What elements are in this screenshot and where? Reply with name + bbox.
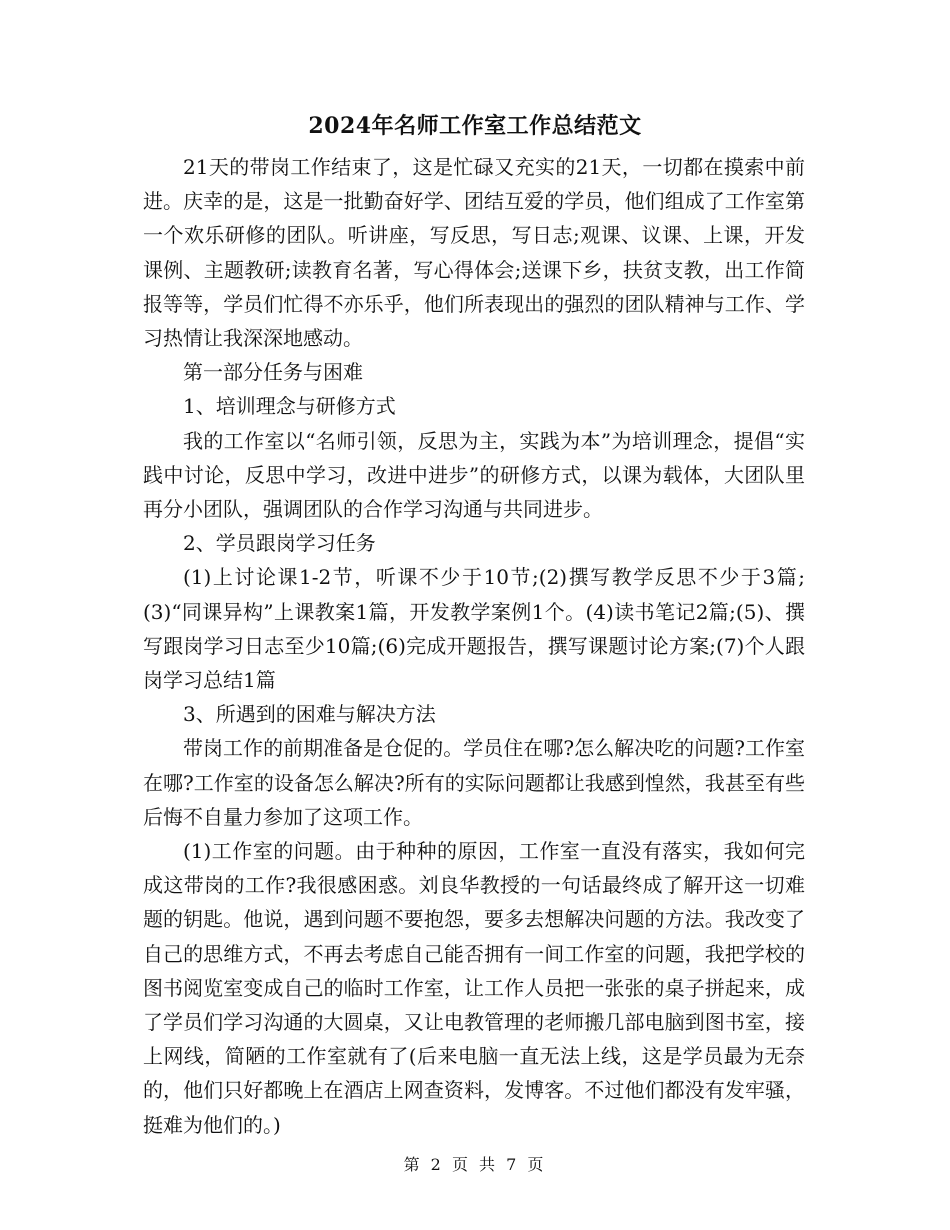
- subheading-learning-tasks: 2、学员跟岗学习任务: [183, 531, 376, 556]
- paragraph-training-concept: 我的工作室以“名师引领，反思为主，实践为本”为培训理念，提倡“实践中讨论，反思中学习，改进中进步”的研修方式，以课为载体，大团队里再分小团队，强调团队的合作学习沟通与共同进步。: [143, 428, 805, 522]
- document-title: 2024年名师工作室工作总结范文: [308, 113, 642, 139]
- document-body: [143, 150, 805, 1142]
- paragraph-intro: 21天的带岗工作结束了，这是忙碌又充实的21天，一切都在摸索中前进。庆幸的是，这是一批勤奋好学、团结互爱的学员，他们组成了工作室第一个欢乐研修的团队。听讲座，写反思，写日志;观课、议课、上课，开发课例、主题教研;读教育名著，写心得体会;送课下乡，扶贫支教，出工作简报等等，学员们忙得不亦乐乎，他们所表现出的强烈的团队精神与工作、学习热情让我深深地感动。: [143, 155, 805, 351]
- paragraph-learning-tasks: (1)上讨论课1-2节，听课不少于10节;(2)撰写教学反思不少于3篇;(3)“同课异构”上课教案1篇，开发教学案例1个。(4)读书笔记2篇;(5)、撰写跟岗学习日志至少10篇;(6)完成开题报告，撰写课题讨论方案;(7)个人跟岗学习总结1篇: [143, 565, 805, 693]
- page-number-footer: 第 2 页 共 7 页: [403, 1155, 547, 1174]
- subheading-training-concept: 1、培训理念与研修方式: [183, 394, 396, 419]
- paragraph-studio-problem: (1)工作室的问题。由于种种的原因，工作室一直没有落实，我如何完成这带岗的工作?我很感困惑。刘良华教授的一句话最终成了解开这一切难题的钥匙。他说，遇到问题不要抱怨，要多去想解决问题的方法。我改变了自己的思维方式，不再去考虑自己能否拥有一间工作室的问题，我把学校的图书阅览室变成自己的临时工作室，让工作人员把一张张的桌子拼起来，成了学员们学习沟通的大圆桌，又让电教管理的老师搬几部电脑到图书室，接上网线，简陋的工作室就有了(后来电脑一直无法上线，这是学员最为无奈的，他们只好都晚上在酒店上网查资料，发博客。不过他们都没有发牢骚，挺难为他们的。): [143, 839, 805, 1137]
- paragraph-difficulties: 带岗工作的前期准备是仓促的。学员住在哪?怎么解决吃的问题?工作室在哪?工作室的设备怎么解决?所有的实际问题都让我感到惶然，我甚至有些后悔不自量力参加了这项工作。: [143, 736, 805, 829]
- subheading-difficulties: 3、所遇到的困难与解决方法: [183, 702, 436, 727]
- section-heading-part-one: 第一部分任务与困难: [183, 360, 363, 385]
